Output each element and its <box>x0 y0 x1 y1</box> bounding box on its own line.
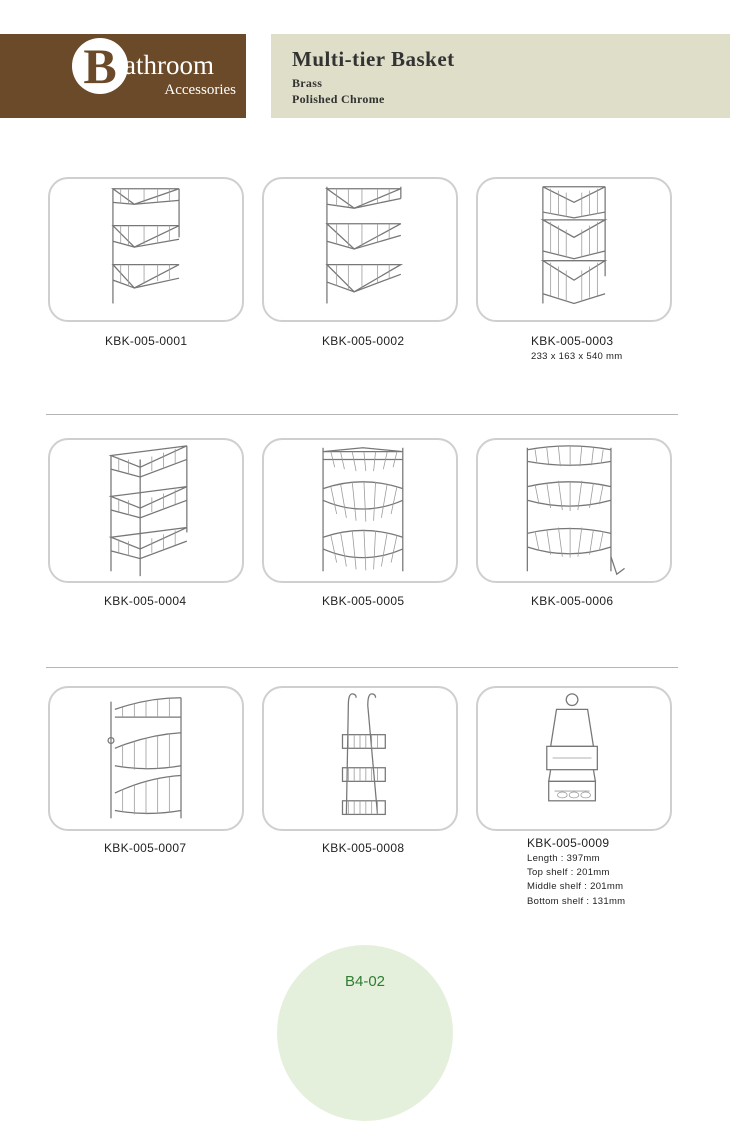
product-code: KBK-005-0008 <box>322 841 405 855</box>
hanging-caddy-3-tier-icon <box>264 688 456 829</box>
product-spec-length: Length : 397mm <box>527 853 600 864</box>
row-divider <box>46 667 678 668</box>
product-code: KBK-005-0009 <box>527 836 610 850</box>
product-code: KBK-005-0001 <box>105 334 188 348</box>
product-card-9[interactable] <box>476 686 672 831</box>
corner-basket-3-tier-icon <box>50 179 242 320</box>
product-code: KBK-005-0002 <box>322 334 405 348</box>
page-number: B4-02 <box>344 973 386 990</box>
product-card-8[interactable] <box>262 686 458 831</box>
product-card-7[interactable] <box>48 686 244 831</box>
product-spec-top-shelf: Top shelf : 201mm <box>527 867 610 878</box>
product-code: KBK-005-0004 <box>104 594 187 608</box>
product-card-3[interactable] <box>476 177 672 322</box>
product-code: KBK-005-0005 <box>322 594 405 608</box>
product-code: KBK-005-0006 <box>531 594 614 608</box>
hanging-caddy-2-tier-icon <box>478 688 670 829</box>
corner-basket-3-tier-icon <box>50 440 242 581</box>
corner-basket-3-tier-icon <box>264 179 456 320</box>
page-number-badge <box>277 945 453 1121</box>
wall-basket-3-tier-icon <box>478 440 670 581</box>
product-card-5[interactable] <box>262 438 458 583</box>
brand-subtitle: Accessories <box>164 82 236 98</box>
product-code: KBK-005-0007 <box>104 841 187 855</box>
product-dimensions: 233 x 163 x 540 mm <box>531 351 623 362</box>
brand-logo-block <box>0 34 246 118</box>
corner-basket-3-tier-deep-icon <box>478 179 670 320</box>
title-band <box>271 34 730 118</box>
product-spec-middle-shelf: Middle shelf : 201mm <box>527 881 624 892</box>
row-divider <box>46 414 678 415</box>
product-code: KBK-005-0003 <box>531 334 614 348</box>
brand-word: athroom <box>124 50 214 80</box>
product-card-1[interactable] <box>48 177 244 322</box>
material-brass: Brass <box>292 76 323 90</box>
product-card-4[interactable] <box>48 438 244 583</box>
wall-basket-3-tier-icon <box>50 688 242 829</box>
corner-basket-3-tier-icon <box>264 440 456 581</box>
product-card-2[interactable] <box>262 177 458 322</box>
material-chrome: Polished Chrome <box>292 92 385 106</box>
product-spec-bottom-shelf: Bottom shelf : 131mm <box>527 896 626 907</box>
page-title: Multi-tier Basket <box>292 47 455 71</box>
brand-initial: B <box>72 38 128 94</box>
product-card-6[interactable] <box>476 438 672 583</box>
